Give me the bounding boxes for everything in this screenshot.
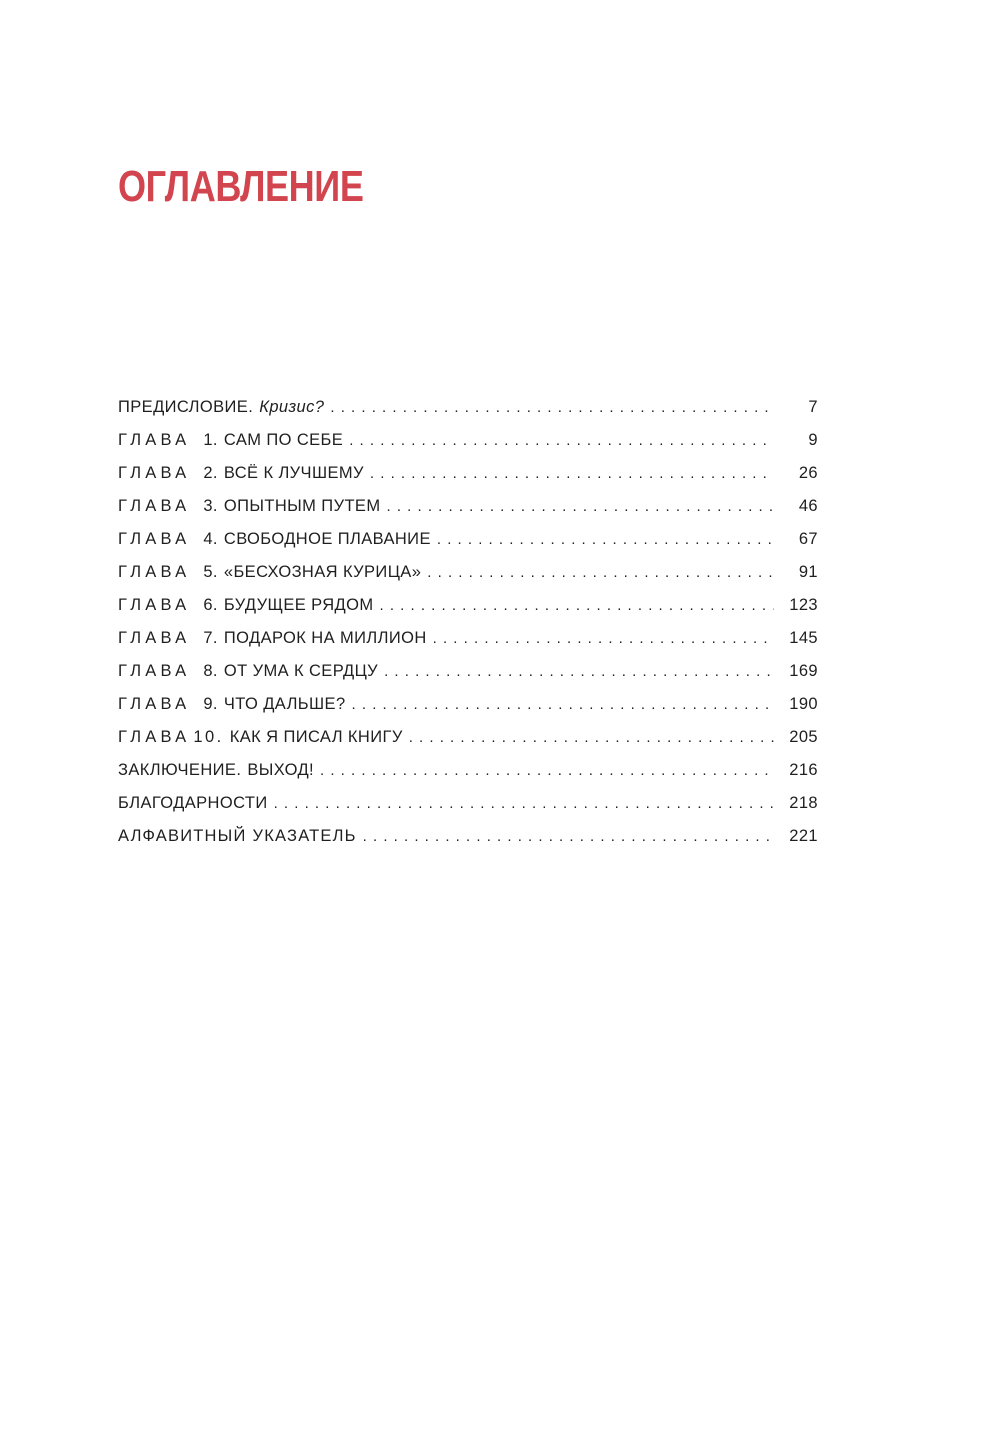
toc-entry-label — [118, 690, 346, 718]
toc-page-number: 7 — [808, 398, 818, 416]
toc-entry[interactable] — [118, 624, 818, 657]
toc-page-number: 9 — [808, 431, 818, 449]
toc-entry-prefix: ГЛАВА — [118, 530, 191, 548]
toc-entry-label — [118, 393, 324, 421]
dot-leader — [437, 526, 774, 554]
toc-page-number: 205 — [789, 728, 818, 746]
toc-entry-label — [118, 525, 431, 553]
toc-page-number: 145 — [789, 629, 818, 647]
toc-entry-subtitle: Кризис? — [259, 398, 325, 416]
toc-entry-label — [118, 426, 343, 454]
toc-entry-prefix: ГЛАВА — [118, 464, 191, 482]
toc-entry-number: 5. — [203, 563, 218, 581]
toc-entry-label — [118, 822, 357, 850]
toc-entry-label — [118, 723, 403, 751]
toc-entry-number: 9. — [203, 695, 218, 713]
toc-entry-number: 8. — [203, 662, 218, 680]
toc-page-number: 216 — [789, 761, 818, 779]
dot-leader — [274, 790, 774, 818]
toc-entry-prefix: ГЛАВА — [118, 563, 191, 581]
toc-entry[interactable] — [118, 558, 818, 591]
toc-entry-title: УКАЗАТЕЛЬ — [252, 827, 357, 845]
toc-entry-prefix: ГЛАВА — [118, 695, 191, 713]
toc-entry[interactable] — [118, 822, 818, 855]
toc-entry-prefix: ГЛАВА — [118, 431, 191, 449]
toc-entry-label — [118, 558, 421, 586]
toc-entry-label — [118, 657, 378, 685]
dot-leader — [370, 460, 774, 488]
toc-entry-label — [118, 624, 427, 652]
toc-page-number: 218 — [789, 794, 818, 812]
toc-entry[interactable] — [118, 690, 818, 723]
toc-entry-number: 4. — [203, 530, 218, 548]
toc-entry-label — [118, 591, 373, 619]
toc-entry[interactable] — [118, 492, 818, 525]
toc-entry[interactable] — [118, 393, 818, 426]
toc-entry-prefix: ГЛАВА — [118, 596, 191, 614]
dot-leader — [409, 724, 774, 752]
dot-leader — [349, 427, 774, 455]
toc-entry[interactable] — [118, 591, 818, 624]
toc-entry-prefix: ГЛАВА — [118, 728, 191, 746]
toc-entry-number: 3. — [203, 497, 218, 515]
dot-leader — [384, 658, 774, 686]
toc-entry-label — [118, 756, 314, 784]
toc-entry[interactable] — [118, 459, 818, 492]
toc-entry-number: 2. — [203, 464, 218, 482]
dot-leader — [320, 757, 774, 785]
toc-entry-title: ОПЫТНЫМ ПУТЕМ — [223, 497, 381, 515]
toc-entry-title: ВЫХОД! — [247, 761, 315, 779]
toc-entry[interactable] — [118, 723, 818, 756]
toc-entry-prefix: АЛФАВИТНЫЙ — [118, 827, 247, 845]
page-title: ОГЛАВЛЕНИЕ — [118, 162, 364, 211]
toc-entry-title: СВОБОДНОЕ ПЛАВАНИЕ — [223, 530, 431, 548]
toc-entry-number: 1. — [203, 431, 218, 449]
dot-leader — [433, 625, 774, 653]
dot-leader — [330, 394, 774, 422]
toc-page-number: 67 — [798, 530, 818, 548]
dot-leader — [352, 691, 774, 719]
toc-page-number: 123 — [789, 596, 818, 614]
toc-entry-title: ЧТО ДАЛЬШЕ? — [223, 695, 346, 713]
toc-page-number: 46 — [798, 497, 818, 515]
dot-leader — [363, 823, 774, 851]
toc-entry-title: ОТ УМА К СЕРДЦУ — [223, 662, 379, 680]
toc-entry-title: САМ ПО СЕБЕ — [223, 431, 344, 449]
toc-entry-label — [118, 789, 268, 817]
toc-entry-number: 6. — [203, 596, 218, 614]
toc-entry-label — [118, 492, 380, 520]
toc-page-number: 91 — [798, 563, 818, 581]
toc-entry-prefix: ГЛАВА — [118, 629, 191, 647]
toc-entry[interactable] — [118, 657, 818, 690]
toc-entry-title: «БЕСХОЗНАЯ КУРИЦА» — [223, 563, 422, 581]
toc-entry-label — [118, 459, 364, 487]
toc-entry-number: 7. — [203, 629, 218, 647]
toc-entry-prefix: ГЛАВА — [118, 662, 191, 680]
dot-leader — [427, 559, 774, 587]
toc-page-number: 26 — [798, 464, 818, 482]
toc-entry-title: ПОДАРОК НА МИЛЛИОН — [223, 629, 427, 647]
toc-page-number: 221 — [789, 827, 818, 845]
toc-page-number: 169 — [789, 662, 818, 680]
toc-entry-prefix: ПРЕДИСЛОВИЕ. — [118, 398, 254, 416]
toc-entry[interactable] — [118, 426, 818, 459]
toc-entry-prefix: ЗАКЛЮЧЕНИЕ. — [118, 761, 242, 779]
toc-entry-prefix: ГЛАВА — [118, 497, 191, 515]
toc-entry[interactable] — [118, 525, 818, 558]
toc-entry-number: 10. — [193, 728, 224, 746]
dot-leader — [386, 493, 774, 521]
toc-entry-title: КАК Я ПИСАЛ КНИГУ — [229, 728, 403, 746]
toc-page-number: 190 — [789, 695, 818, 713]
toc-entry-title: ВСЁ К ЛУЧШЕМУ — [223, 464, 364, 482]
toc-entry-title: БУДУЩЕЕ РЯДОМ — [223, 596, 374, 614]
table-of-contents — [118, 393, 818, 855]
dot-leader — [379, 592, 774, 620]
toc-entry[interactable] — [118, 756, 818, 789]
toc-entry-prefix: БЛАГОДАРНОСТИ — [118, 794, 268, 812]
toc-entry[interactable] — [118, 789, 818, 822]
